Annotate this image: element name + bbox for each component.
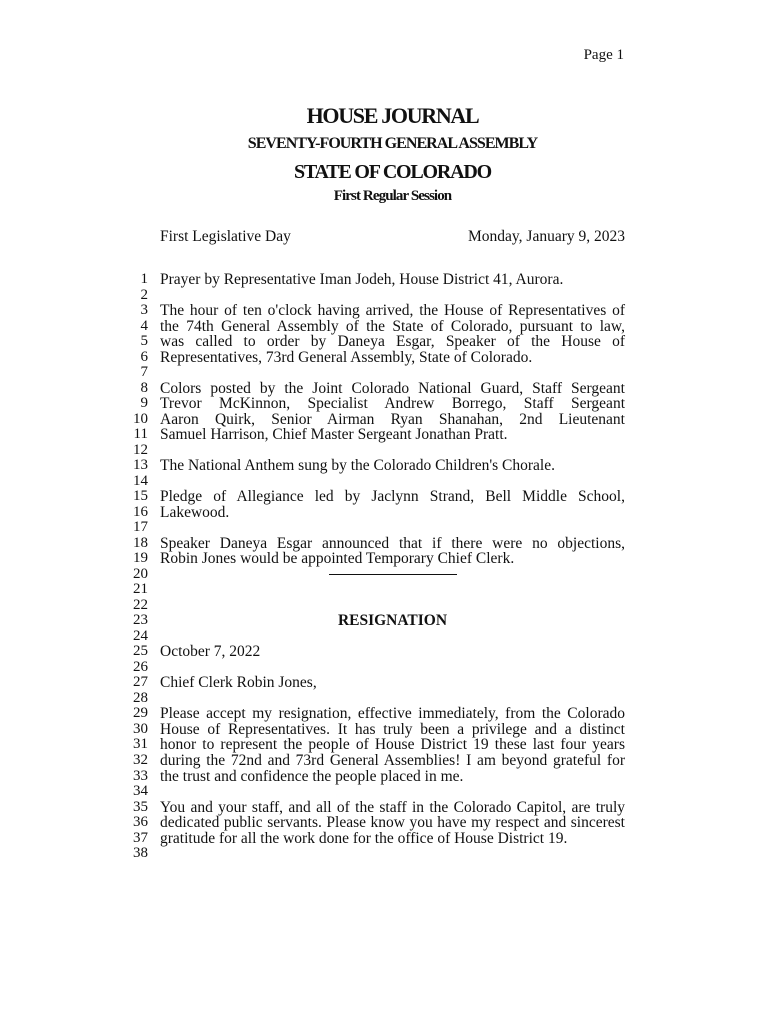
line-text: dedicated public servants. Please know you have my respect and sincerest [160,814,625,832]
line-number: 33 [133,767,148,784]
line-number: 17 [133,519,148,536]
journal-line [0,396,770,412]
line-text: Colors posted by the Joint Colorado National Guard, Staff Sergeant [160,379,625,397]
journal-line [0,675,770,691]
line-text: Please accept my resignation, effective immediately, from the Colorado [160,705,625,723]
line-number: 13 [133,457,148,474]
journal-line [0,567,770,583]
journal-title: HOUSE JOURNAL [306,103,479,128]
line-number: 18 [133,534,148,551]
line-number: 32 [133,751,148,768]
line-text: You and your staff, and all of the staff in the Colorado Capitol, are truly [160,798,625,816]
journal-line [0,784,770,800]
section-heading: RESIGNATION [337,612,448,630]
journal-line [0,288,770,304]
line-text: Aaron Quirk, Senior Airman Ryan Shanahan, 2nd Lieutenant [160,410,625,428]
line-text: Lakewood. [160,503,230,521]
journal-line [0,737,770,753]
journal-line [0,489,770,505]
line-text: Representatives, 73rd General Assembly, State of Colorado. [160,348,533,366]
line-number: 3 [140,302,148,319]
day-line [160,228,625,246]
line-number: 23 [133,612,148,629]
journal-line [0,629,770,645]
line-number: 29 [133,705,148,722]
line-number: 35 [133,798,148,815]
journal-date: Monday, January 9, 2023 [468,228,625,245]
line-number: 31 [133,736,148,753]
line-number: 1 [140,271,148,287]
line-number: 28 [133,689,148,706]
line-text: Speaker Daneya Esgar announced that if there were no objections, [160,534,625,552]
session-heading: First Regular Session [333,188,452,204]
journal-line [0,536,770,552]
line-number: 19 [133,550,148,567]
line-number: 8 [140,379,148,396]
journal-line [0,458,770,474]
line-number: 22 [133,596,148,613]
line-text: the trust and confidence the people placed in me. [160,767,464,785]
line-number: 37 [133,829,148,846]
line-number: 12 [133,441,148,458]
line-number: 9 [140,395,148,412]
journal-line [0,769,770,785]
journal-line [0,520,770,536]
journal-line [0,303,770,319]
state-heading: STATE OF COLORADO [293,161,492,183]
journal-line [0,334,770,350]
journal-line [0,598,770,614]
journal-line [0,443,770,459]
line-number: 24 [133,627,148,644]
journal-line [0,831,770,847]
journal-line [0,582,770,598]
line-text: House of Representatives. It has truly been a privilege and a distinct [160,720,625,738]
page-number: Page 1 [583,47,624,63]
line-text: the 74th General Assembly of the State of Colorado, pursuant to law, [160,317,625,335]
line-number: 20 [133,565,148,582]
line-number: 10 [133,410,148,427]
journal-line [0,551,770,567]
line-number: 30 [133,720,148,737]
line-number: 36 [133,814,148,831]
journal-line [0,660,770,676]
line-text: was called to order by Daneya Esgar, Speaker of the House of [160,333,625,351]
journal-body [0,272,770,862]
journal-line [0,381,770,397]
line-number: 25 [133,643,148,660]
journal-line [0,319,770,335]
line-text: Robin Jones would be appointed Temporary Chief Clerk. [160,550,515,568]
line-number: 27 [133,674,148,691]
line-number: 4 [140,317,148,334]
line-text: during the 72nd and 73rd General Assemblies! I am beyond grateful for [160,751,625,769]
line-text: The hour of ten o'clock having arrived, the House of Representatives of [160,302,625,320]
legislative-day: First Legislative Day [160,228,291,245]
journal-line [0,753,770,769]
journal-line [0,644,770,660]
line-number: 5 [140,333,148,350]
line-number: 6 [140,348,148,365]
line-number: 38 [133,845,148,862]
journal-line [0,272,770,288]
separator-rule [329,574,457,575]
journal-line [0,722,770,738]
line-text: October 7, 2022 [160,643,261,661]
line-number: 7 [140,364,148,381]
line-text: Chief Clerk Robin Jones, [160,674,317,692]
journal-line [0,815,770,831]
line-text: honor to represent the people of House District 19 these last four years [160,736,625,754]
line-text: Prayer by Representative Iman Jodeh, House District 41, Aurora. [160,271,564,288]
line-text: gratitude for all the work done for the office of House District 19. [160,829,568,847]
journal-line [0,474,770,490]
journal-line [0,412,770,428]
journal-line [0,505,770,521]
line-number: 15 [133,488,148,505]
journal-line [0,350,770,366]
journal-line [0,706,770,722]
journal-line [0,800,770,816]
line-text: The National Anthem sung by the Colorado Children's Chorale. [160,457,555,475]
journal-line [0,691,770,707]
line-number: 14 [133,472,148,489]
assembly-heading: SEVENTY-FOURTH GENERAL ASSEMBLY [247,135,538,152]
line-text: Pledge of Allegiance led by Jaclynn Strand, Bell Middle School, [160,488,625,506]
journal-line [0,846,770,862]
line-text: Samuel Harrison, Chief Master Sergeant Jonathan Pratt. [160,426,508,444]
journal-line [0,365,770,381]
line-number: 26 [133,658,148,675]
line-text: Trevor McKinnon, Specialist Andrew Borrego, Staff Sergeant [160,395,625,413]
journal-line [0,427,770,443]
line-number: 21 [133,581,148,598]
line-number: 16 [133,503,148,520]
line-number: 2 [140,286,148,303]
line-number: 11 [133,426,148,443]
line-number: 34 [133,783,148,800]
journal-line [0,613,770,629]
